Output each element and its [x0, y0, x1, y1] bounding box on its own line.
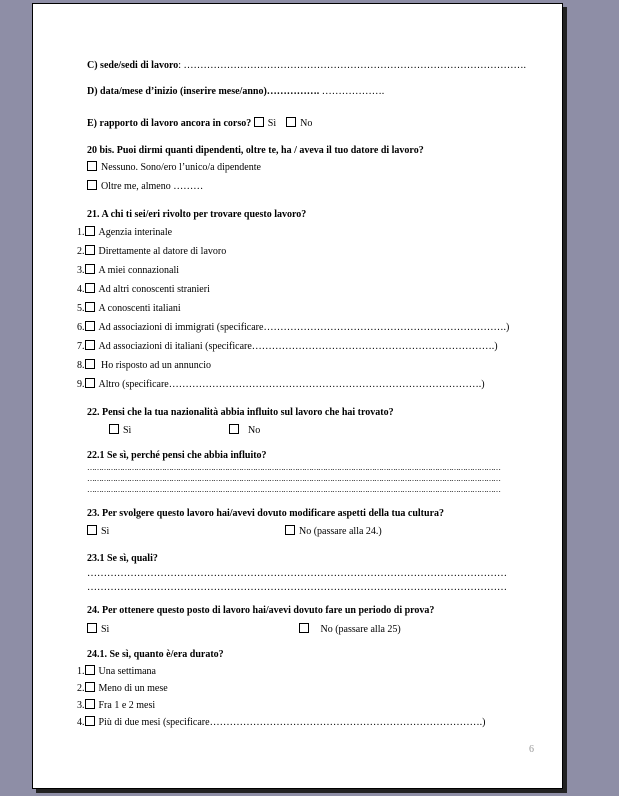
question-21-title: 21. A chi ti sei/eri rivolto per trovare questo lavoro? [87, 209, 307, 220]
option-20bis-1-label: Nessuno. Sono/ero l’unico/a dipendente [101, 162, 261, 173]
page-number: 6 [529, 744, 534, 755]
item-number: 8. [77, 360, 85, 371]
answer-line-1[interactable]: ……………………………………………………………………………………………………………… [87, 568, 507, 579]
question-d-fill: ………………. [319, 86, 385, 97]
option-20bis-2-label: Oltre me, almeno ……… [101, 181, 204, 192]
checkbox-21-6[interactable] [85, 321, 95, 331]
list-item [77, 245, 226, 257]
option-23-yes [87, 525, 109, 537]
item-number: 3. [77, 265, 85, 276]
option-22-no [229, 424, 260, 436]
list-item [77, 226, 172, 238]
item-number: 1. [77, 666, 85, 677]
item-label: Fra 1 e 2 mesi [98, 700, 156, 711]
item-number: 6. [77, 322, 85, 333]
checkbox-24-no[interactable] [299, 623, 309, 633]
item-number: 5. [77, 303, 85, 314]
checkbox-24-1-1[interactable] [85, 665, 95, 675]
option-24-yes-label: Sì [101, 624, 110, 635]
question-c-label: C) sede/sedi di lavoro [87, 60, 179, 71]
option-20bis-2 [87, 180, 203, 192]
question-e-label: E) rapporto di lavoro ancora in corso? [87, 118, 252, 129]
question-c-fill: : …………………………………………………………………………………………. [178, 60, 526, 71]
checkbox-23-yes[interactable] [87, 525, 97, 535]
option-23-no-label: No (passare alla 24.) [299, 526, 382, 537]
checkbox-21-1[interactable] [85, 226, 95, 236]
item-number: 1. [77, 227, 85, 238]
list-item [77, 665, 156, 677]
list-item [77, 699, 155, 711]
option-24-no-label: No (passare alla 25) [320, 624, 401, 635]
option-e-no: No [300, 118, 313, 129]
checkbox-21-8[interactable] [85, 359, 95, 369]
item-label: Meno di un mese [98, 683, 168, 694]
item-label: Più di due mesi (specificare……………………………………………………………………….) [98, 717, 486, 728]
document-page [32, 3, 563, 789]
item-label: Ad altri conoscenti stranieri [98, 284, 210, 295]
question-d-label: D) data/mese d’inizio (inserire mese/anno)……………. [87, 86, 320, 97]
item-number: 2. [77, 683, 85, 694]
list-item [77, 264, 179, 276]
checkbox-24-1-4[interactable] [85, 716, 95, 726]
option-22-yes [109, 424, 131, 436]
item-label: Ho risposto ad un annuncio [98, 360, 211, 371]
checkbox-e-yes[interactable] [254, 117, 264, 127]
checkbox-21-3[interactable] [85, 264, 95, 274]
checkbox-22-no[interactable] [229, 424, 239, 434]
question-22-title: 22. Pensi che la tua nazionalità abbia influito sul lavoro che hai trovato? [87, 407, 394, 418]
list-item [77, 302, 181, 314]
item-number: 9. [77, 379, 85, 390]
answer-line-2[interactable]: …………………………………………………………………………………………………………………………………………………………… [87, 474, 500, 483]
item-number: 4. [77, 717, 85, 728]
question-24-1-title: 24.1. Se sì, quanto è/era durato? [87, 649, 224, 660]
item-label: Altro (specificare………………………………………………………………………………….) [98, 379, 485, 390]
list-item [77, 340, 498, 352]
item-label: Direttamente al datore di lavoro [98, 246, 227, 257]
item-number: 3. [77, 700, 85, 711]
list-item [77, 378, 485, 390]
list-item [77, 321, 509, 333]
checkbox-21-4[interactable] [85, 283, 95, 293]
item-label: Una settimana [98, 666, 156, 677]
checkbox-21-7[interactable] [85, 340, 95, 350]
item-number: 2. [77, 246, 85, 257]
question-22-1-title: 22.1 Se sì, perché pensi che abbia influito? [87, 450, 267, 461]
question-e [87, 117, 312, 129]
checkbox-e-no[interactable] [286, 117, 296, 127]
option-22-no-label: No [248, 425, 261, 436]
question-20bis-title: 20 bis. Puoi dirmi quanti dipendenti, oltre te, ha / aveva il tuo datore di lavoro? [87, 145, 424, 156]
checkbox-22-yes[interactable] [109, 424, 119, 434]
question-23-1-title: 23.1 Se sì, quali? [87, 553, 158, 564]
item-label: Agenzia interinale [98, 227, 173, 238]
checkbox-24-1-3[interactable] [85, 699, 95, 709]
list-item [77, 716, 485, 728]
checkbox-21-9[interactable] [85, 378, 95, 388]
page-content [33, 4, 562, 788]
list-item [77, 283, 210, 295]
option-e-yes: Sì [267, 118, 277, 129]
answer-line-3[interactable]: …………………………………………………………………………………………………………………………………………………………… [87, 485, 500, 494]
checkbox-20bis-2[interactable] [87, 180, 97, 190]
checkbox-24-yes[interactable] [87, 623, 97, 633]
checkbox-23-no[interactable] [285, 525, 295, 535]
question-d [87, 86, 384, 97]
question-23-title: 23. Per svolgere questo lavoro hai/avevi dovuto modificare aspetti della tua cultura? [87, 508, 445, 519]
item-number: 7. [77, 341, 85, 352]
option-23-no [285, 525, 382, 537]
option-23-yes-label: Sì [101, 526, 110, 537]
checkbox-21-5[interactable] [85, 302, 95, 312]
option-24-no [299, 623, 401, 635]
checkbox-20bis-1[interactable] [87, 161, 97, 171]
item-label: Ad associazioni di immigrati (specificare……………………………………………………………….) [98, 322, 510, 333]
answer-line-2[interactable]: ……………………………………………………………………………………………………………… [87, 582, 507, 593]
checkbox-24-1-2[interactable] [85, 682, 95, 692]
option-24-yes [87, 623, 109, 635]
item-label: Ad associazioni di italiani (specificare……………………………………………………………….) [98, 341, 498, 352]
item-label: A conoscenti italiani [98, 303, 181, 314]
checkbox-21-2[interactable] [85, 245, 95, 255]
list-item [77, 359, 211, 371]
option-22-yes-label: Sì [123, 425, 132, 436]
option-20bis-1 [87, 161, 261, 173]
item-label: A miei connazionali [98, 265, 180, 276]
item-number: 4. [77, 284, 85, 295]
answer-line-1[interactable]: …………………………………………………………………………………………………………………………………………………………… [87, 463, 500, 472]
question-24-title: 24. Per ottenere questo posto di lavoro hai/avevi dovuto fare un periodo di prova? [87, 605, 435, 616]
list-item [77, 682, 168, 694]
question-c [87, 60, 526, 71]
